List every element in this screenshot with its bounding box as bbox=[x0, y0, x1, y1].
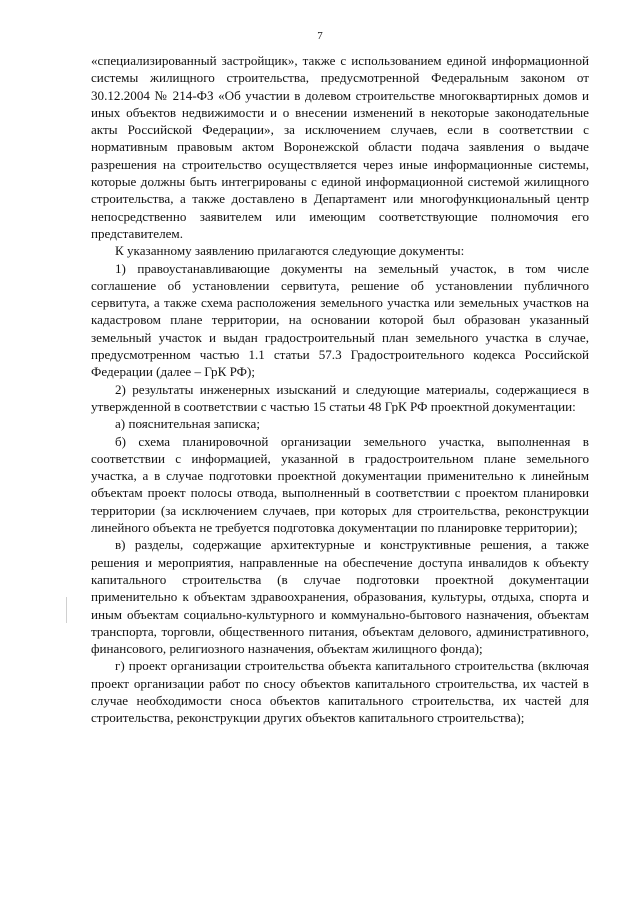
paragraph-attached-documents-intro: К указанному заявлению прилагаются следующие документы: bbox=[115, 243, 465, 259]
paragraph-application-submission: «специализированный застройщик», также с использованием единой информационной системы жилищного строительства, предусмотренной Федеральным законом от 30.12.2004 № 214-ФЗ «Об участии в долевом строительстве многоквартирных домов и иных объектов недвижимости и о внесении изменений в некоторые законодательные акты Российской Федерации», за исключением случаев, если в соответствии с нормативным правовым актом Воронежской области подача заявления о выдаче разрешения на строительство осуществляется через иные информационные системы, которые должны быть интегрированы с единой информационной системой жилищного строительства, а также доставлено в Департамент или многофункциональный центр непосредственно заявителем или имеющим соответствующие полномочия его представителем. bbox=[91, 53, 589, 241]
paragraph-item-b-site-plan: б) схема планировочной организации земельного участка, выполненная в соответствии с информацией, указанной в градостроительном плане земельного участка, а в случае подготовки проектной документации применительно к линейным объектам проект полосы отвода, выполненный в соответствии с проектом планировки территории (за исключением случаев, при которых для строительства, реконструкции линейного объекта не требуется подготовка документации по планировке территории); bbox=[91, 433, 589, 536]
paragraph-item-1-title-documents: 1) правоустанавливающие документы на земельный участок, в том числе соглашение об установлении сервитута, решение об установлении публичного сервитута, а также схема расположения земельного участка или земельных участков на кадастровом плане территории, на основании которой был образован указанный земельный участок и выдан градостроительный план земельного участка в случае, предусмотренном частью 1.1 статьи 57.3 Градостроительного кодекса Российской Федерации (далее – ГрК РФ); bbox=[91, 260, 589, 380]
paragraph-item-2-survey-results: 2) результаты инженерных изысканий и следующие материалы, содержащиеся в утвержденной в соответствии с частью 15 статьи 48 ГрК РФ проектной документации: bbox=[91, 381, 589, 414]
paragraph-item-v-architectural-sections: в) разделы, содержащие архитектурные и конструктивные решения, а также решения и мероприятия, направленные на обеспечение доступа инвалидов к объекту капитального строительства (в случае подготовки проектной документации применительно к объектам здравоохранения, образования, культуры, отдыха, спорта и иным объектам социально-культурного и коммунально-бытового назначения, объектам транспорта, торговли, общественного питания, объектам делового, административного, финансового, религиозного назначения, объектам жилищного фонда); bbox=[91, 537, 589, 657]
scan-margin-mark bbox=[66, 597, 67, 623]
paragraph-item-g-construction-project: г) проект организации строительства объекта капитального строительства (включая проект организации работ по сносу объектов капитального строительства, их частей в случае необходимости сноса объектов капитального строительства, их частей для строительства, реконструкции других объектов капитального строительства); bbox=[91, 658, 589, 726]
page-number: 7 bbox=[317, 30, 323, 42]
paragraph-item-a-explanatory-note: а) пояснительная записка; bbox=[115, 416, 261, 432]
document-body bbox=[91, 52, 589, 727]
